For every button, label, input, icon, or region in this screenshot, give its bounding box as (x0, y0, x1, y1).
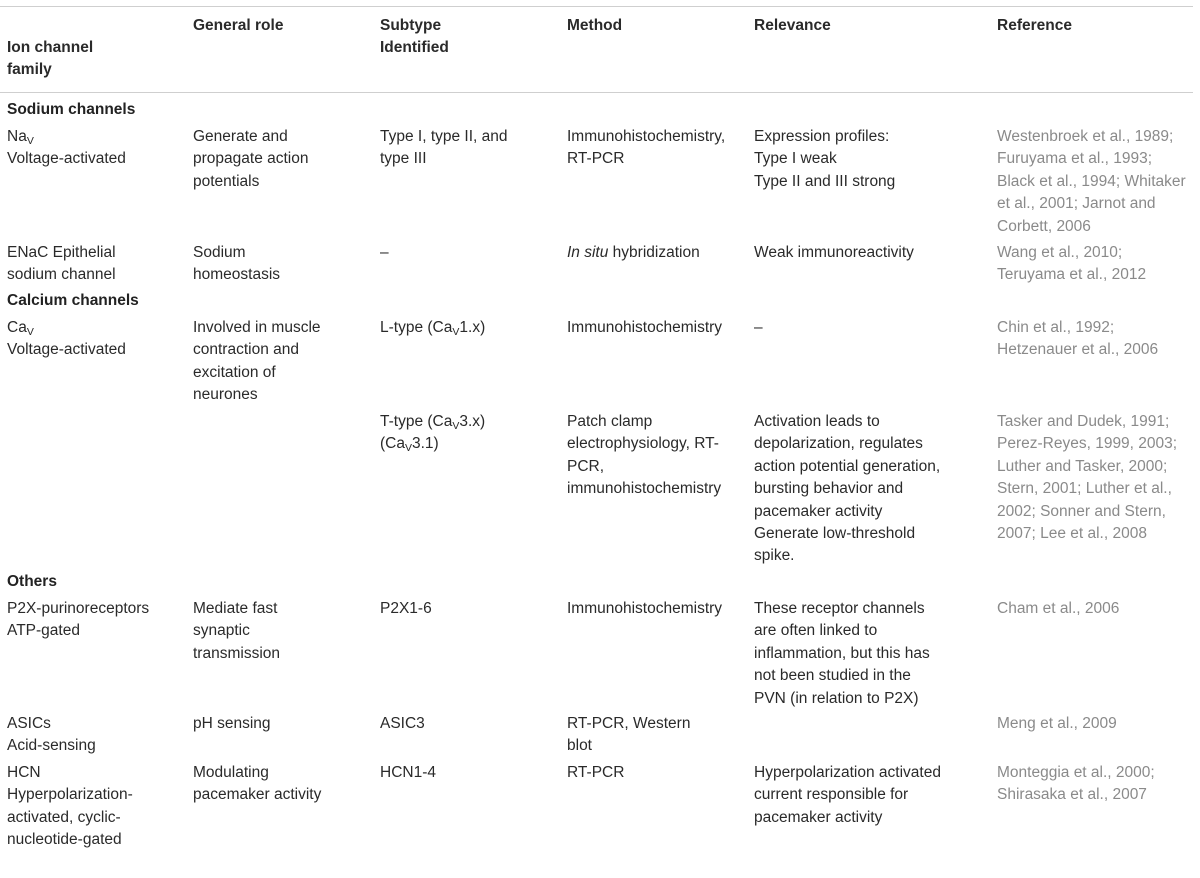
hcn-family-line1: HCN (7, 764, 41, 781)
ttype-subtype-sub2: V (404, 442, 412, 455)
row-hcn-method: RT-PCR (567, 764, 625, 781)
header-reference: Reference (997, 17, 1072, 34)
header-subtype: Subtype Identified (380, 17, 449, 57)
row-hcn-role: Modulating pacemaker activity (193, 764, 322, 804)
row-enac-reference: Wang et al., 2010; Teruyama et al., 2012 (997, 244, 1147, 284)
section-others: Others (7, 573, 57, 590)
row-hcn-relevance: Hyperpolarization activated current responsible for pacemaker activity (754, 764, 941, 826)
ttype-relevance-a: Activation leads to depolarization, regulates action potential generation, bursting behavior and pacemaker activity (754, 413, 941, 520)
enac-method-italic: In situ (567, 244, 609, 261)
row-p2x-reference: Cham et al., 2006 (997, 600, 1120, 617)
cav-subtype-a: L-type (Ca (380, 319, 453, 336)
row-nav-relevance (754, 126, 990, 193)
row-ttype-method: Patch clamp electrophysiology, RT-PCR, immunohistochemistry (567, 413, 722, 498)
row-asic-reference: Meng et al., 2009 (997, 715, 1117, 732)
cav-subtype-b: 1.x) (459, 319, 486, 336)
cav-description: Voltage-activated (7, 341, 126, 359)
row-enac-subtype: – (380, 244, 389, 261)
row-ttype-relevance (754, 411, 959, 568)
row-cav-reference: Chin et al., 1992; Hetzenauer et al., 2006 (997, 319, 1159, 359)
nav-relevance-line3: Type II and III strong (754, 172, 896, 190)
row-cav-relevance: – (754, 319, 763, 336)
section-sodium-channels: Sodium channels (7, 101, 136, 118)
enac-method-rest: hybridization (608, 244, 700, 261)
row-cav-subtype (380, 317, 560, 339)
row-p2x-relevance: These receptor channels are often linked to inflammation, but this has not been studied in the PVN (in relation to P2X) (754, 600, 930, 707)
nav-subscript: V (26, 135, 34, 147)
row-nav-role: Generate and propagate action potentials (193, 128, 309, 190)
row-cav-role: Involved in muscle contraction and excitation of neurones (193, 319, 321, 404)
row-nav-method: Immunohistochemistry, RT-PCR (567, 128, 726, 168)
asic-family-line1: ASICs (7, 715, 51, 732)
row-asic-role: pH sensing (193, 715, 271, 732)
nav-relevance-line2: Type I weak (754, 150, 837, 168)
row-asic-subtype: ASIC3 (380, 715, 425, 732)
ttype-subtype-a: T-type (Ca (380, 413, 453, 430)
cav-subscript: V (26, 326, 34, 338)
asic-family-line2: Acid-sensing (7, 737, 96, 755)
ttype-subtype-b: 3.x) (459, 413, 486, 430)
nav-relevance-line1: Expression profiles: (754, 128, 890, 145)
cav-subtype-sub: V (452, 326, 460, 338)
cav-symbol: Ca (7, 319, 27, 336)
header-rule (0, 92, 1193, 93)
header-ion-channel-family: Ion channel family (7, 39, 94, 79)
row-p2x-role: Mediate fast synaptic transmission (193, 600, 280, 662)
row-ttype-reference: Tasker and Dudek, 1991; Perez-Reyes, 1999, 2003; Luther and Tasker, 2000; Stern, 2001; Luther et al., 2002; Sonner and Stern, 2007; Lee et al., 2008 (997, 413, 1178, 543)
section-calcium-channels: Calcium channels (7, 292, 139, 309)
row-hcn-subtype: HCN1-4 (380, 764, 436, 781)
ttype-subtype-d: 3.1) (412, 435, 439, 453)
row-enac-role: Sodium homeostasis (193, 244, 281, 284)
header-general-role: General role (193, 17, 284, 34)
row-nav-subtype: Type I, type II, and type III (380, 128, 508, 168)
ttype-subtype-c: (Ca (380, 435, 405, 453)
row-hcn-family (7, 762, 147, 852)
row-nav-reference: Westenbroek et al., 1989; Furuyama et al., 1993; Black et al., 1994; Whitaker et al., 2001; Jarnot and Corbett, 2006 (997, 128, 1186, 235)
nav-description: Voltage-activated (7, 150, 126, 168)
top-rule (0, 6, 1193, 7)
ttype-relevance-b: Generate low-threshold spike. (754, 525, 916, 565)
row-hcn-reference: Monteggia et al., 2000; Shirasaka et al., 2007 (997, 764, 1155, 804)
p2x-family-line2: ATP-gated (7, 622, 80, 640)
nav-symbol: Na (7, 128, 27, 145)
row-nav-family (7, 126, 187, 171)
header-relevance: Relevance (754, 17, 831, 34)
p2x-family-line1: P2X-purinoreceptors (7, 600, 150, 617)
row-cav-family (7, 317, 187, 362)
row-enac-relevance: Weak immunoreactivity (754, 244, 914, 261)
row-p2x-family (7, 598, 187, 643)
row-cav-method: Immunohistochemistry (567, 319, 723, 336)
ttype-subtype-sub1: V (452, 420, 460, 432)
row-asic-method: RT-PCR, Western blot (567, 715, 691, 755)
header-method: Method (567, 17, 623, 34)
row-ttype-subtype (380, 411, 560, 456)
row-enac-family: ENaC Epithelial sodium channel (7, 244, 116, 284)
row-p2x-subtype: P2X1-6 (380, 600, 432, 617)
hcn-family-line2: Hyperpolarization-activated, cyclic-nucleotide-gated (7, 786, 133, 849)
row-asic-family (7, 713, 187, 758)
row-p2x-method: Immunohistochemistry (567, 600, 723, 617)
row-enac-method (567, 242, 747, 264)
